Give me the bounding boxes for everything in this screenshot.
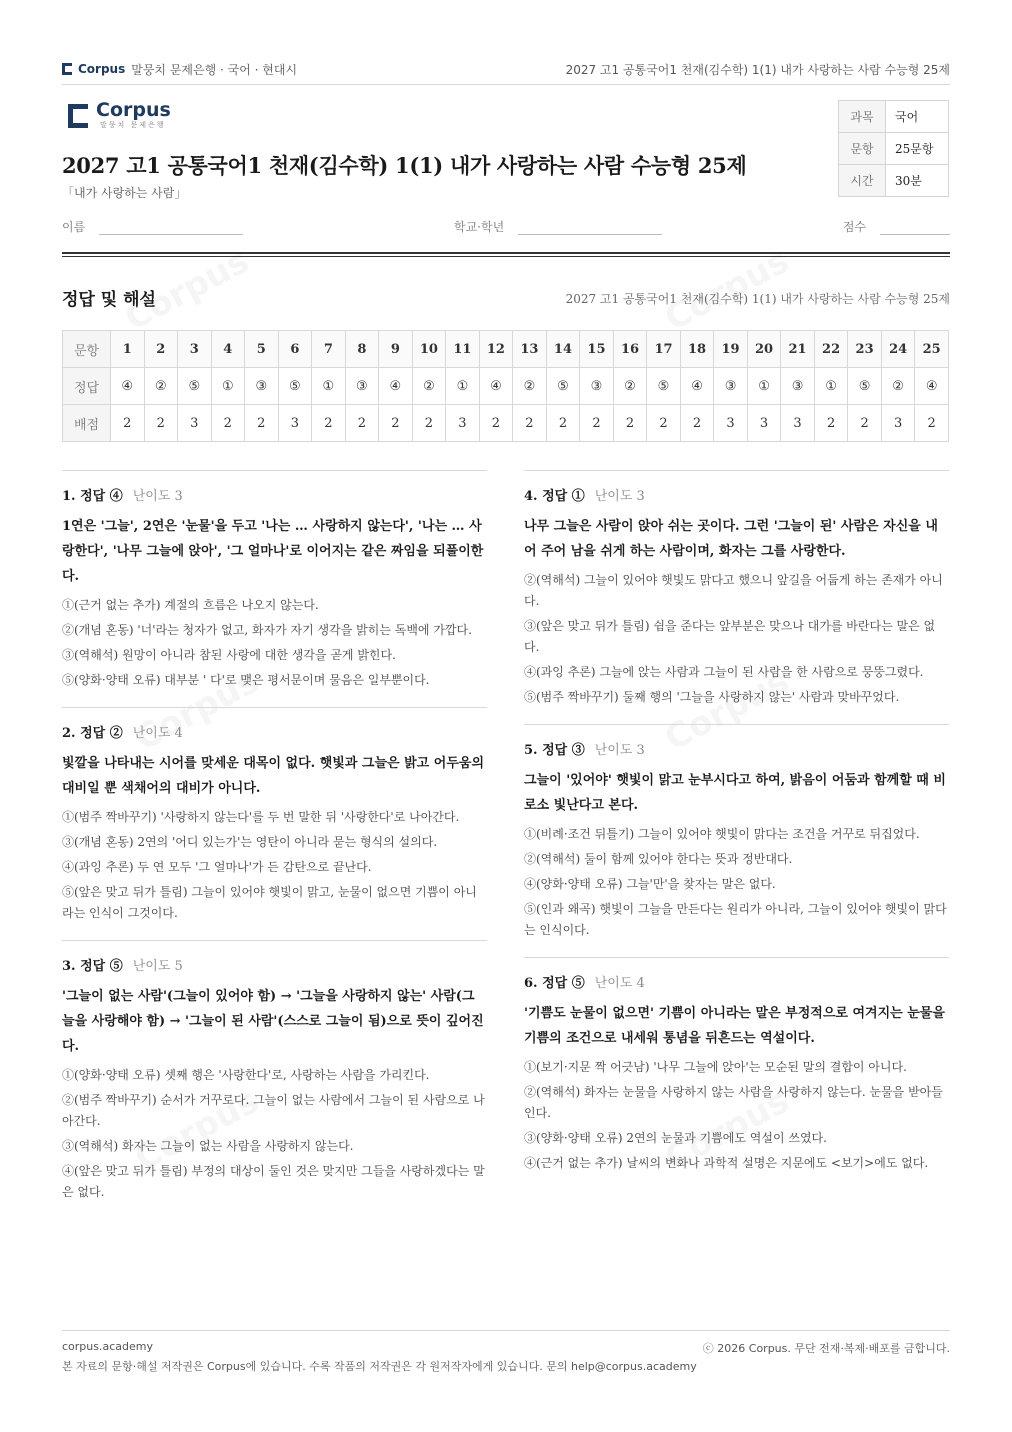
points-cell: 2 [915, 405, 949, 442]
top-doc-ref: 2027 고1 공통국어1 천재(김수학) 1(1) 내가 사랑하는 사람 수능형 25제 [565, 62, 950, 77]
explanation-stem: '그늘이 없는 사람'(그늘이 있어야 함) → '그늘을 사랑하지 않는' 사람(그늘을 사랑해야 함) → '그늘이 된 사람'(스스로 그늘이 됨)으로 뜻이 깊어진다. [62, 989, 484, 1054]
footer-copyright: ⓒ 2026 Corpus. 무단 전재·복제·배포를 금합니다. [702, 1342, 950, 1355]
question-block [524, 957, 949, 1190]
question-number-cell: 9 [379, 331, 413, 368]
corpus-logo [68, 100, 171, 130]
difficulty-label: 난이도 4 [594, 976, 645, 991]
breadcrumb: 말뭉치 문제은행 · 국어 · 현대시 [131, 62, 298, 77]
question-number-cell: 18 [680, 331, 714, 368]
difficulty-label: 난이도 5 [132, 959, 183, 974]
explanation-stem: 빛깔을 나타내는 시어를 맞세운 대목이 없다. 햇빛과 그늘은 밝고 어두움의 대비일 뿐 색채어의 대비가 아니다. [62, 756, 484, 796]
option-explanation: ⑤(범주 짝바꾸기) 둘째 행의 '그늘을 사랑하지 않는' 사람과 맞바꾸었다. [524, 690, 900, 704]
school-field [454, 218, 662, 235]
difficulty-label: 난이도 3 [594, 743, 645, 758]
option-explanation: ⑤(양화·양태 오류) 대부분 ' 다'로 맺은 평서문이며 물음은 일부뿐이다. [62, 673, 430, 687]
points-cell: 2 [412, 405, 446, 442]
school-line[interactable] [518, 219, 662, 235]
meta-table [838, 100, 949, 197]
option-explanation: ④(근거 없는 추가) 날씨의 변화나 과학적 설명은 지문에도 <보기>에도 없다. [524, 1156, 929, 1170]
points-cell: 2 [814, 405, 848, 442]
explanation-stem: '기쁨도 눈물이 없으면' 기쁨이 아니라는 말은 부정적으로 여겨지는 눈물을 기쁨의 조건으로 내세워 통념을 뒤흔드는 역설이다. [524, 1006, 945, 1046]
answer-cell: ① [211, 368, 245, 405]
points-cell: 2 [680, 405, 714, 442]
meta-key: 시간 [839, 165, 886, 197]
question-heading [62, 722, 487, 741]
points-cell: 2 [647, 405, 681, 442]
school-label: 학교·학년 [454, 220, 505, 234]
points-cell: 2 [111, 405, 145, 442]
points-cell: 3 [747, 405, 781, 442]
section-title: 정답 및 해설 [62, 290, 156, 310]
points-cell: 3 [714, 405, 748, 442]
difficulty-label: 난이도 3 [132, 489, 183, 504]
answer-cell: ② [613, 368, 647, 405]
header-double-rule [62, 252, 950, 257]
question-number-cell: 4 [211, 331, 245, 368]
points-cell: 2 [312, 405, 346, 442]
question-number-cell: 24 [881, 331, 915, 368]
points-cell: 2 [613, 405, 647, 442]
student-fields [62, 218, 950, 238]
explanation-stem: 나무 그늘은 사람이 앉아 쉬는 곳이다. 그런 '그늘이 된' 사람은 자신을 내어 주어 남을 쉬게 하는 사람이며, 화자는 그를 사랑한다. [524, 519, 938, 559]
points-cell: 2 [513, 405, 547, 442]
question-answer-label: 5. 정답 ③ [524, 743, 585, 758]
meta-key: 과목 [839, 101, 886, 133]
option-explanation: ④(양화·양태 오류) 그늘'만'을 찾자는 말은 없다. [524, 877, 776, 891]
question-number-cell: 23 [848, 331, 882, 368]
question-answer-label: 6. 정답 ⑤ [524, 976, 585, 991]
question-number-cell: 5 [245, 331, 279, 368]
answer-cell: ④ [915, 368, 949, 405]
answer-cell: ① [312, 368, 346, 405]
answer-table [62, 330, 949, 442]
meta-value: 25문항 [886, 133, 949, 165]
option-explanation: ①(보기·지문 짝 어긋남) '나무 그늘에 앉아'는 모순된 말의 결합이 아니다. [524, 1060, 907, 1074]
answer-cell: ② [412, 368, 446, 405]
section-subtitle: 2027 고1 공통국어1 천재(김수학) 1(1) 내가 사랑하는 사람 수능형 25제 [565, 292, 950, 306]
option-explanation: ①(양화·양태 오류) 셋째 행은 '사랑한다'로, 사랑하는 사람을 가리킨다. [62, 1068, 430, 1082]
question-heading [524, 485, 949, 504]
corpus-mark-icon [68, 104, 88, 128]
meta-value: 30분 [886, 165, 949, 197]
answer-cell: ③ [245, 368, 279, 405]
page-subtitle: 「내가 사랑하는 사람」 [62, 186, 187, 200]
meta-row [839, 133, 949, 165]
question-number-cell: 13 [513, 331, 547, 368]
meta-row [839, 101, 949, 133]
difficulty-label: 난이도 3 [594, 489, 645, 504]
option-explanation: ④(과잉 추론) 그늘에 앉는 사람과 그늘이 된 사람을 한 사람으로 뭉뚱그렸다. [524, 665, 924, 679]
points-cell: 2 [211, 405, 245, 442]
answer-cell: ③ [345, 368, 379, 405]
answer-cell: ⑤ [848, 368, 882, 405]
answer-row-numbers [63, 331, 949, 368]
answer-cell: ⑤ [278, 368, 312, 405]
question-number-cell: 19 [714, 331, 748, 368]
option-explanation: ①(범주 짝바꾸기) '사랑하지 않는다'를 두 번 말한 뒤 '사랑한다'로 나아간다. [62, 810, 460, 824]
points-cell: 2 [345, 405, 379, 442]
name-line[interactable] [99, 219, 243, 235]
question-number-cell: 1 [111, 331, 145, 368]
answer-cell: ④ [379, 368, 413, 405]
footer-notice: 본 자료의 문항·해설 저작권은 Corpus에 있습니다. 수록 작품의 저작권은 각 원저작자에게 있습니다. 문의 help@corpus.academy [62, 1360, 697, 1373]
answer-cell: ② [144, 368, 178, 405]
questions-left-column [62, 470, 487, 1219]
question-number-cell: 12 [479, 331, 513, 368]
top-bar [62, 58, 950, 80]
answer-row-points [63, 405, 949, 442]
logo-sub: 말뭉치 문제은행 [100, 121, 166, 129]
question-block [62, 707, 487, 940]
option-explanation: ②(역해석) 둘이 함께 있어야 한다는 뜻과 정반대다. [524, 852, 793, 866]
question-heading [62, 955, 487, 974]
points-cell: 3 [178, 405, 212, 442]
question-answer-label: 1. 정답 ④ [62, 489, 123, 504]
option-explanation: ③(양화·양태 오류) 2연의 눈물과 기쁨에도 역설이 쓰였다. [524, 1131, 827, 1145]
question-number-cell: 22 [814, 331, 848, 368]
answer-cell: ⑤ [647, 368, 681, 405]
question-heading [524, 972, 949, 991]
option-explanation: ②(역해석) 그늘이 있어야 햇빛도 맑다고 했으니 앞길을 어둡게 하는 존재가 아니다. [524, 573, 943, 608]
points-cell: 3 [781, 405, 815, 442]
question-answer-label: 3. 정답 ⑤ [62, 959, 123, 974]
logo-word: Corpus [96, 99, 171, 121]
question-heading [62, 485, 487, 504]
answer-cell: ② [881, 368, 915, 405]
question-number-cell: 21 [781, 331, 815, 368]
option-explanation: ③(앞은 맞고 뒤가 틀림) 쉼을 준다는 앞부분은 맞으나 대가를 바란다는 말은 없다. [524, 619, 936, 654]
option-explanation: ②(역해석) 화자는 눈물을 사랑하지 않는 사람을 사랑하지 않는다. 눈물을 받아들인다. [524, 1085, 943, 1120]
question-answer-label: 2. 정답 ② [62, 726, 123, 741]
difficulty-label: 난이도 4 [132, 726, 183, 741]
question-number-cell: 3 [178, 331, 212, 368]
question-number-cell: 11 [446, 331, 480, 368]
question-heading [524, 739, 949, 758]
option-explanation: ③(역해석) 화자는 그늘이 없는 사람을 사랑하지 않는다. [62, 1139, 354, 1153]
question-number-cell: 15 [580, 331, 614, 368]
option-explanation: ⑤(인과 왜곡) 햇빛이 그늘을 만든다는 원리가 아니라, 그늘이 있어야 햇빛이 맑다는 인식이다. [524, 902, 947, 937]
option-explanation: ②(범주 짝바꾸기) 순서가 거꾸로다. 그늘이 없는 사람에서 그늘이 된 사람으로 나아간다. [62, 1093, 485, 1128]
points-cell: 2 [479, 405, 513, 442]
answer-cell: ③ [781, 368, 815, 405]
corpus-logo-icon [62, 63, 72, 75]
question-number-cell: 7 [312, 331, 346, 368]
points-cell: 3 [278, 405, 312, 442]
option-explanation: ③(개념 혼동) 2연의 '어디 있는가'는 영탄이 아니라 묻는 형식의 설의다. [62, 835, 438, 849]
question-answer-label: 4. 정답 ① [524, 489, 585, 504]
top-bar-left [62, 61, 297, 78]
question-block [62, 470, 487, 707]
answer-cell: ⑤ [178, 368, 212, 405]
question-number-cell: 25 [915, 331, 949, 368]
question-number-cell: 8 [345, 331, 379, 368]
score-field [843, 218, 950, 235]
score-line[interactable] [880, 219, 950, 235]
score-label: 점수 [842, 220, 866, 234]
points-cell: 2 [848, 405, 882, 442]
meta-row [839, 165, 949, 197]
answer-cell: ① [814, 368, 848, 405]
question-number-cell: 20 [747, 331, 781, 368]
question-number-cell: 2 [144, 331, 178, 368]
option-explanation: ④(과잉 추론) 두 연 모두 '그 얼마나'가 든 감탄으로 끝난다. [62, 860, 372, 874]
option-explanation: ③(역해석) 원망이 아니라 참된 사랑에 대한 생각을 곧게 밝힌다. [62, 648, 396, 662]
answer-cell: ④ [111, 368, 145, 405]
answer-cell: ② [513, 368, 547, 405]
question-block [524, 724, 949, 957]
explanation-stem: 그늘이 '있어야' 햇빛이 맑고 눈부시다고 하여, 밝음이 어둠과 함께할 때 비로소 빛난다고 본다. [524, 773, 946, 813]
answer-cell: ① [747, 368, 781, 405]
option-explanation: ①(근거 없는 추가) 계절의 흐름은 나오지 않는다. [62, 598, 319, 612]
top-divider [62, 84, 950, 85]
answer-row-answers [63, 368, 949, 405]
option-explanation: ①(비례·조건 뒤틀기) 그늘이 있어야 햇빛이 맑다는 조건을 거꾸로 뒤집었다. [524, 827, 920, 841]
question-number-cell: 14 [546, 331, 580, 368]
question-block [62, 940, 487, 1219]
answer-cell: ① [446, 368, 480, 405]
points-cell: 2 [144, 405, 178, 442]
answer-cell: ⑤ [546, 368, 580, 405]
points-cell: 2 [245, 405, 279, 442]
page-title: 2027 고1 공통국어1 천재(김수학) 1(1) 내가 사랑하는 사람 수능형 25제 [62, 153, 747, 178]
answer-cell: ④ [479, 368, 513, 405]
explanation-stem: 1연은 '그늘', 2연은 '눈물'을 두고 '나는 … 사랑하지 않는다', '나는 … 사랑한다', '나무 그늘에 앉아', '그 얼마나'로 이어지는 같은 짜임을 되풀이한다. [62, 519, 484, 584]
points-cell: 2 [580, 405, 614, 442]
row-label: 문항 [63, 331, 111, 368]
points-cell: 2 [546, 405, 580, 442]
question-number-cell: 6 [278, 331, 312, 368]
answer-cell: ④ [680, 368, 714, 405]
top-brand: Corpus [78, 62, 126, 76]
option-explanation: ⑤(앞은 맞고 뒤가 틀림) 그늘이 있어야 햇빛이 맑고, 눈물이 없으면 기쁨이 아니라는 인식이 그것이다. [62, 885, 477, 920]
question-number-cell: 10 [412, 331, 446, 368]
row-label: 배점 [63, 405, 111, 442]
option-explanation: ④(앞은 맞고 뒤가 틀림) 부정의 대상이 둘인 것은 맞지만 그들을 사랑하겠다는 말은 없다. [62, 1164, 485, 1199]
points-cell: 3 [446, 405, 480, 442]
meta-key: 문항 [839, 133, 886, 165]
question-block [524, 470, 949, 724]
question-number-cell: 17 [647, 331, 681, 368]
name-label: 이름 [62, 220, 86, 234]
meta-value: 국어 [886, 101, 949, 133]
footer-divider [62, 1330, 950, 1331]
answer-cell: ③ [714, 368, 748, 405]
row-label: 정답 [63, 368, 111, 405]
points-cell: 3 [881, 405, 915, 442]
question-number-cell: 16 [613, 331, 647, 368]
points-cell: 2 [379, 405, 413, 442]
name-field [62, 218, 243, 235]
questions-right-column [524, 470, 949, 1190]
option-explanation: ②(개념 혼동) '너'라는 청자가 없고, 화자가 자기 생각을 밝히는 독백에 가깝다. [62, 623, 472, 637]
answer-cell: ③ [580, 368, 614, 405]
footer-site: corpus.academy [62, 1340, 153, 1353]
